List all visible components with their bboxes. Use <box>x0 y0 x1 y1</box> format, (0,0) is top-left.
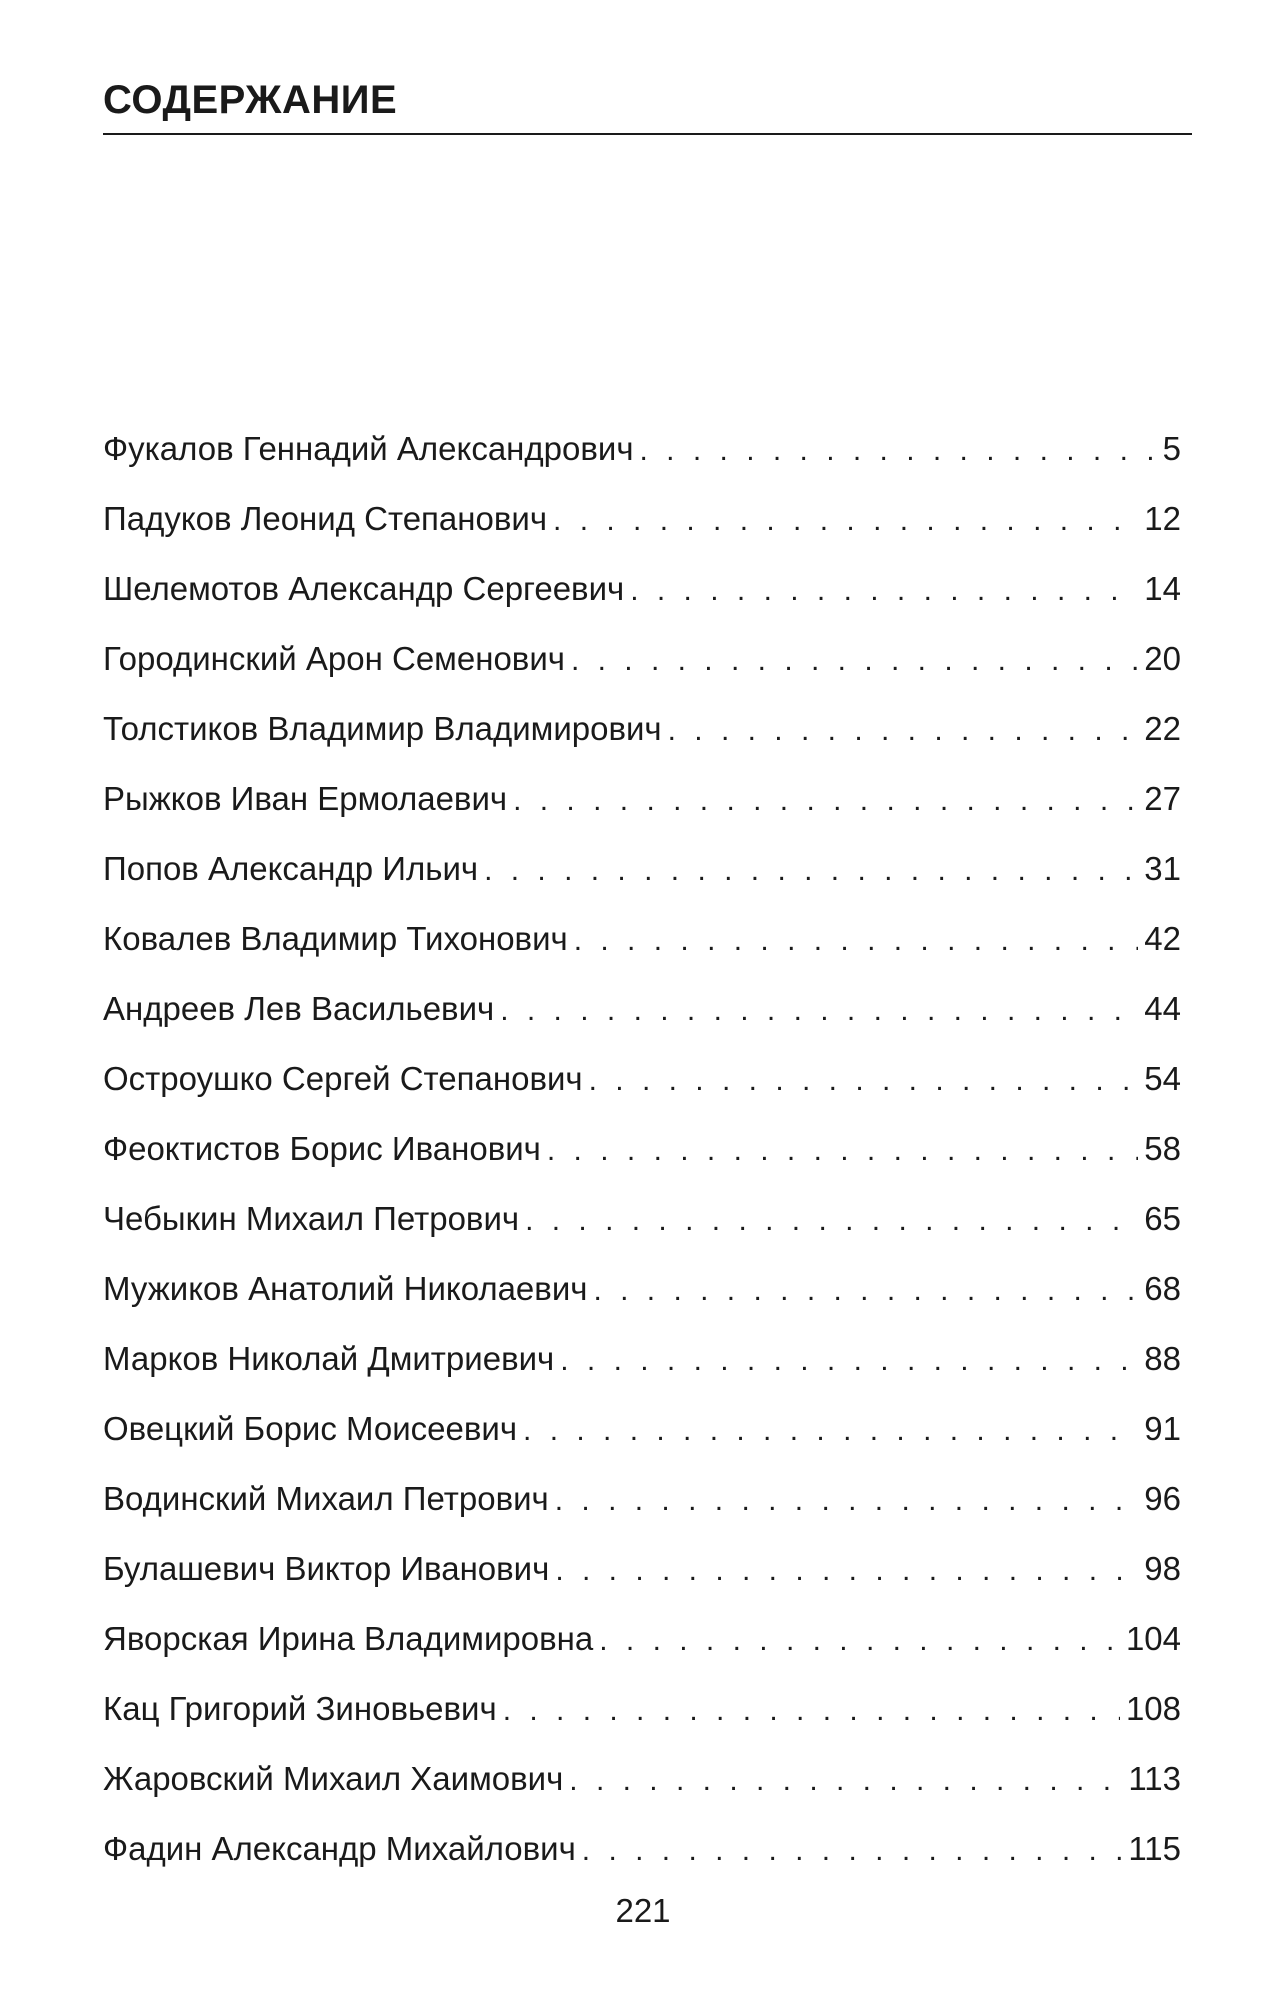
toc-dot-leader <box>500 987 1138 1035</box>
toc-entry-name: Булашевич Виктор Иванович <box>103 1550 550 1587</box>
toc-dot-leader <box>555 1547 1138 1595</box>
toc-entry[interactable] <box>103 565 1181 635</box>
toc-entry-page: 98 <box>1144 1550 1181 1587</box>
toc-entry-name: Марков Николай Дмитриевич <box>103 1340 555 1377</box>
toc-entry[interactable] <box>103 1195 1181 1265</box>
page-number: 221 <box>615 1892 671 1929</box>
toc-entry[interactable] <box>103 1475 1181 1545</box>
toc-entry-name: Андреев Лев Васильевич <box>103 990 495 1027</box>
toc-dot-leader <box>553 497 1138 545</box>
toc-entry[interactable] <box>103 1405 1181 1475</box>
toc-entry-page: 5 <box>1162 430 1181 467</box>
toc-entry-name: Водинский Михаил Петрович <box>103 1480 549 1517</box>
toc-dot-leader <box>523 1407 1138 1455</box>
toc-entry-page: 96 <box>1144 1480 1181 1517</box>
toc-entry[interactable] <box>103 1615 1181 1685</box>
toc-entry[interactable] <box>103 845 1181 915</box>
toc-dot-leader <box>640 427 1157 475</box>
toc-entry[interactable] <box>103 1265 1181 1335</box>
toc-entry-page: 68 <box>1144 1270 1181 1307</box>
toc-entry-name: Кац Григорий Зиновьевич <box>103 1690 497 1727</box>
toc-entry[interactable] <box>103 775 1181 845</box>
toc-entry[interactable] <box>103 1545 1181 1615</box>
toc-entry[interactable] <box>103 495 1181 565</box>
toc-entry[interactable] <box>103 1125 1181 1195</box>
toc-entry[interactable] <box>103 1825 1181 1895</box>
toc-entry-page: 42 <box>1144 920 1181 957</box>
toc-entry-name: Феоктистов Борис Иванович <box>103 1130 541 1167</box>
toc-entry[interactable] <box>103 635 1181 705</box>
toc-entry-name: Попов Александр Ильич <box>103 850 479 887</box>
toc-entry-page: 44 <box>1144 990 1181 1027</box>
toc-entry-page: 113 <box>1128 1760 1181 1797</box>
toc-entry-page: 54 <box>1144 1060 1181 1097</box>
toc-dot-leader <box>582 1827 1123 1875</box>
toc-dot-leader <box>589 1057 1139 1105</box>
toc-entry[interactable] <box>103 705 1181 775</box>
toc-entry-name: Фадин Александр Михайлович <box>103 1830 576 1867</box>
toc-entry-page: 104 <box>1125 1620 1181 1657</box>
toc-dot-leader <box>569 1757 1122 1805</box>
toc-entry-name: Яворская Ирина Владимировна <box>103 1620 594 1657</box>
toc-entry-name: Остроушко Сергей Степанович <box>103 1060 583 1097</box>
toc-entry-name: Чебыкин Михаил Петрович <box>103 1200 520 1237</box>
toc-entry-name: Жаровский Михаил Хаимович <box>103 1760 564 1797</box>
toc-entry-page: 27 <box>1144 780 1181 817</box>
title-divider <box>103 133 1192 135</box>
toc-entry[interactable] <box>103 425 1181 495</box>
toc-entry-page: 22 <box>1144 710 1181 747</box>
toc-entry-name: Ковалев Владимир Тихонович <box>103 920 568 957</box>
toc-entry-page: 88 <box>1144 1340 1181 1377</box>
toc-entry[interactable] <box>103 915 1181 985</box>
toc-entry-page: 115 <box>1128 1830 1181 1867</box>
toc-entry-name: Рыжков Иван Ермолаевич <box>103 780 508 817</box>
toc-entry-name: Городинский Арон Семенович <box>103 640 565 677</box>
toc-dot-leader <box>668 707 1139 755</box>
toc-dot-leader <box>574 917 1139 965</box>
toc-entry[interactable] <box>103 1755 1181 1825</box>
toc-entry[interactable] <box>103 1335 1181 1405</box>
toc-dot-leader <box>571 637 1138 685</box>
toc-entry-name: Толстиков Владимир Владимирович <box>103 710 662 747</box>
toc-dot-leader <box>555 1477 1139 1525</box>
toc-entry[interactable] <box>103 1685 1181 1755</box>
toc-entry-page: 12 <box>1144 500 1181 537</box>
toc-dot-leader <box>513 777 1138 825</box>
toc-dot-leader <box>503 1687 1120 1735</box>
toc-entry-page: 31 <box>1144 850 1181 887</box>
toc-entry-name: Фукалов Геннадий Александрович <box>103 430 634 467</box>
toc-dot-leader <box>630 567 1138 615</box>
toc-entry-name: Падуков Леонид Степанович <box>103 500 548 537</box>
toc-dot-leader <box>593 1267 1138 1315</box>
toc-dot-leader <box>484 847 1138 895</box>
toc-entry-name: Шелемотов Александр Сергеевич <box>103 570 625 607</box>
toc-entry-name: Овецкий Борис Моисеевич <box>103 1410 518 1447</box>
page-title: СОДЕРЖАНИЕ <box>103 78 398 122</box>
toc-entry-page: 65 <box>1144 1200 1181 1237</box>
table-of-contents <box>103 425 1181 1895</box>
toc-entry-page: 58 <box>1144 1130 1181 1167</box>
toc-entry-page: 108 <box>1125 1690 1181 1727</box>
toc-entry[interactable] <box>103 985 1181 1055</box>
toc-entry-page: 91 <box>1144 1410 1181 1447</box>
toc-dot-leader <box>560 1337 1138 1385</box>
toc-dot-leader <box>599 1617 1120 1665</box>
toc-dot-leader <box>525 1197 1138 1245</box>
toc-dot-leader <box>547 1127 1138 1175</box>
toc-entry[interactable] <box>103 1055 1181 1125</box>
toc-entry-page: 20 <box>1144 640 1181 677</box>
toc-entry-page: 14 <box>1144 570 1181 607</box>
toc-entry-name: Мужиков Анатолий Николаевич <box>103 1270 588 1307</box>
